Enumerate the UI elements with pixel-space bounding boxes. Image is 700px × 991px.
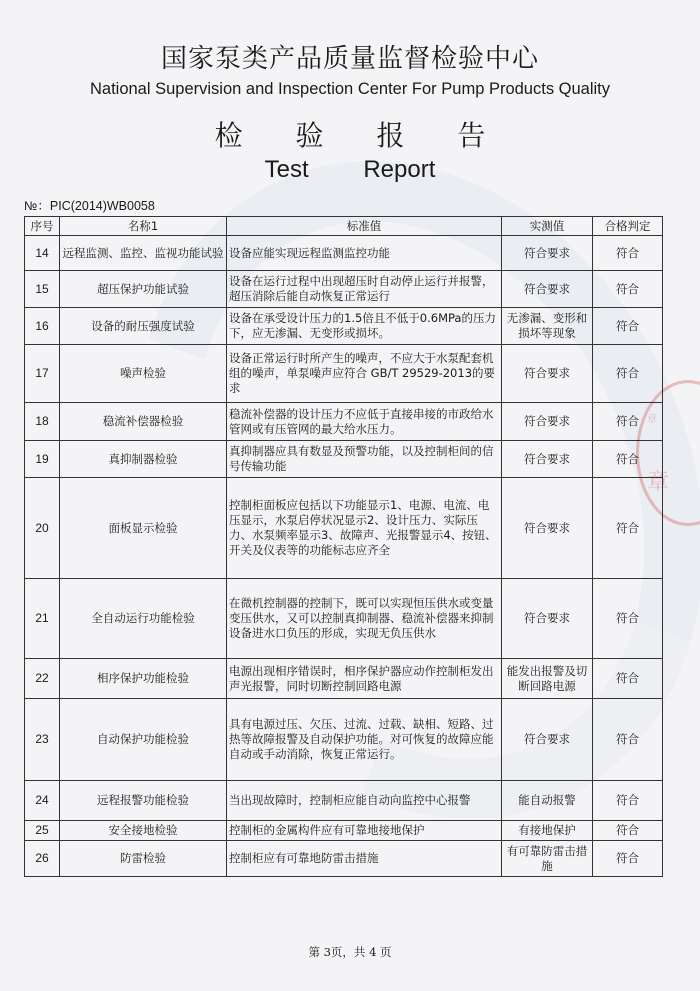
table-row — [25, 308, 663, 345]
row-result: 符合要求 — [502, 271, 593, 308]
row-name: 稳流补偿器检验 — [60, 403, 227, 441]
table-row — [25, 441, 663, 478]
row-verdict: 符合 — [593, 659, 663, 699]
row-standard: 控制柜的金属构件应有可靠地接地保护 — [227, 821, 502, 841]
header-verdict: 合格判定 — [593, 217, 663, 236]
row-result: 符合要求 — [502, 478, 593, 579]
row-name: 自动保护功能检验 — [60, 699, 227, 781]
row-verdict: 符合 — [593, 821, 663, 841]
row-name: 防雷检验 — [60, 841, 227, 877]
row-result: 能自动报警 — [502, 781, 593, 821]
row-result: 有可靠防雷击措施 — [502, 841, 593, 877]
table-row — [25, 781, 663, 821]
row-name: 远程监测、监控、监视功能试验 — [60, 236, 227, 271]
row-verdict: 符合 — [593, 236, 663, 271]
row-verdict: 符合 — [593, 781, 663, 821]
org-title-en: National Supervision and Inspection Center For Pump Products Quality — [89, 80, 611, 98]
row-seq: 14 — [25, 236, 60, 271]
page-footer: 第 3页，共 4 页 — [308, 945, 392, 959]
row-result: 符合要求 — [502, 441, 593, 478]
row-name: 面板显示检验 — [60, 478, 227, 579]
row-standard: 设备在运行过程中出现超压时自动停止运行并报警，超压消除后能自动恢复正常运行 — [227, 271, 502, 308]
row-verdict: 符合 — [593, 441, 663, 478]
table-row — [25, 236, 663, 271]
row-verdict: 符合 — [593, 403, 663, 441]
row-seq: 16 — [25, 308, 60, 345]
row-seq: 17 — [25, 345, 60, 403]
row-standard: 具有电源过压、欠压、过流、过载、缺相、短路、过热等故障报警及自动保护功能。对可恢复的故障应能自动或手动消除，恢复正常运行。 — [227, 699, 502, 781]
table-row — [25, 659, 663, 699]
row-result: 符合要求 — [502, 699, 593, 781]
row-standard: 在微机控制器的控制下，既可以实现恒压供水或变量变压供水，又可以控制真抑制器、稳流补偿器来抑制设备进水口负压的形成，实现无负压供水 — [227, 579, 502, 659]
table-row — [25, 403, 663, 441]
row-name: 全自动运行功能检验 — [60, 579, 227, 659]
row-standard: 控制柜应有可靠地防雷击措施 — [227, 841, 502, 877]
row-verdict: 符合 — [593, 699, 663, 781]
table-row — [25, 579, 663, 659]
table-row — [25, 821, 663, 841]
row-result: 有接地保护 — [502, 821, 593, 841]
row-result: 能发出报警及切断回路电源 — [502, 659, 593, 699]
row-name: 超压保护功能试验 — [60, 271, 227, 308]
header-name: 名称1 — [60, 217, 227, 236]
row-name: 真抑制器检验 — [60, 441, 227, 478]
header-standard: 标准值 — [227, 217, 502, 236]
row-seq: 24 — [25, 781, 60, 821]
row-name: 安全接地检验 — [60, 821, 227, 841]
row-verdict: 符合 — [593, 308, 663, 345]
row-verdict: 符合 — [593, 579, 663, 659]
table-row — [25, 345, 663, 403]
header-seq: 序号 — [25, 217, 60, 236]
official-seal-stamp: 章 章 — [636, 380, 700, 526]
table-row — [25, 478, 663, 579]
row-standard: 真抑制器应具有数显及预警功能，以及控制柜间的信号传输功能 — [227, 441, 502, 478]
org-title-cn: 国家泵类产品质量监督检验中心 — [160, 44, 539, 74]
row-verdict: 符合 — [593, 271, 663, 308]
row-result: 符合要求 — [502, 579, 593, 659]
row-seq: 21 — [25, 579, 60, 659]
row-standard: 控制柜面板应包括以下功能显示1、电源、电流、电压显示，水泵启停状况显示2、设计压力、实际压力、水泵频率显示3、故障声、光报警显示4、按钮、开关及仪表等的功能标志应齐全 — [227, 478, 502, 579]
row-seq: 15 — [25, 271, 60, 308]
row-result: 符合要求 — [502, 345, 593, 403]
row-seq: 19 — [25, 441, 60, 478]
report-title-cn: 检 验 报 告 — [214, 119, 508, 152]
row-standard: 稳流补偿器的设计压力不应低于直接串接的市政给水管网或有压管网的最大给水压力。 — [227, 403, 502, 441]
row-result: 无渗漏、变形和损坏等现象 — [502, 308, 593, 345]
row-standard: 设备在承受设计压力的1.5倍且不低于0.6MPa的压力下，应无渗漏、无变形或损坏。 — [227, 308, 502, 345]
row-name: 远程报警功能检验 — [60, 781, 227, 821]
table-header-row — [25, 217, 663, 236]
inspection-table — [24, 216, 663, 877]
row-seq: 20 — [25, 478, 60, 579]
row-seq: 26 — [25, 841, 60, 877]
row-standard: 设备应能实现远程监测监控功能 — [227, 236, 502, 271]
table-row — [25, 271, 663, 308]
row-standard: 设备正常运行时所产生的噪声，不应大于水泵配套机组的噪声，单泵噪声应符合 GB/T 29529-2013的要求 — [227, 345, 502, 403]
row-seq: 25 — [25, 821, 60, 841]
row-seq: 18 — [25, 403, 60, 441]
row-seq: 22 — [25, 659, 60, 699]
row-name: 噪声检验 — [60, 345, 227, 403]
row-result: 符合要求 — [502, 236, 593, 271]
row-verdict: 符合 — [593, 478, 663, 579]
row-standard: 当出现故障时，控制柜应能自动向监控中心报警 — [227, 781, 502, 821]
row-verdict: 符合 — [593, 345, 663, 403]
row-name: 相序保护功能检验 — [60, 659, 227, 699]
row-seq: 23 — [25, 699, 60, 781]
row-verdict: 符合 — [593, 841, 663, 877]
row-result: 符合要求 — [502, 403, 593, 441]
report-title-en: Test Report — [264, 156, 436, 183]
header-result: 实测值 — [502, 217, 593, 236]
row-standard: 电源出现相序错误时，相序保护器应动作控制柜发出声光报警，同时切断控制回路电源 — [227, 659, 502, 699]
table-row — [25, 841, 663, 877]
table-row — [25, 699, 663, 781]
report-number: №：PIC(2014)WB0058 — [24, 199, 155, 213]
row-name: 设备的耐压强度试验 — [60, 308, 227, 345]
